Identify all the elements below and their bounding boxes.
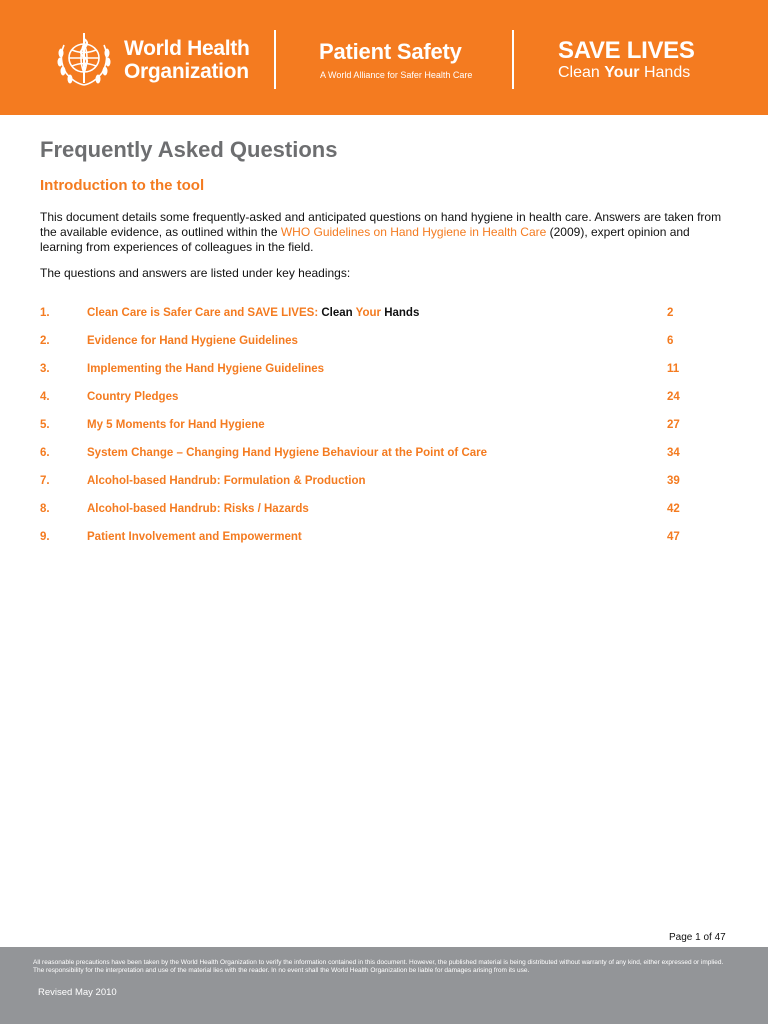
toc-item-label: Country Pledges xyxy=(87,391,179,403)
toc-item[interactable] xyxy=(40,447,690,475)
toc-item-page: 34 xyxy=(667,447,680,459)
header-banner xyxy=(0,0,768,115)
toc-item[interactable] xyxy=(40,475,690,503)
toc-item-number: 3. xyxy=(40,363,50,375)
who-emblem-icon xyxy=(54,31,114,89)
toc-item-number: 8. xyxy=(40,503,50,515)
save-lives-sub-pre: Clean xyxy=(558,64,605,81)
toc-item-label-hands: Hands xyxy=(381,307,420,319)
toc-item-label: Evidence for Hand Hygiene Guidelines xyxy=(87,335,298,347)
toc-item[interactable] xyxy=(40,363,690,391)
toc-item-label: Patient Involvement and Empowerment xyxy=(87,531,302,543)
toc-item-label: Alcohol-based Handrub: Formulation & Production xyxy=(87,475,366,487)
toc-item-label: Implementing the Hand Hygiene Guidelines xyxy=(87,363,325,375)
toc-item-number: 1. xyxy=(40,307,50,319)
toc-item-number: 4. xyxy=(40,391,50,403)
toc-item-label: System Change – Changing Hand Hygiene Behaviour at the Point of Care xyxy=(87,447,488,459)
toc-item-page: 39 xyxy=(667,475,680,487)
table-of-contents xyxy=(40,307,690,559)
who-name-line1: World Health xyxy=(124,37,250,60)
section-title: Introduction to the tool xyxy=(40,177,205,194)
toc-item-page: 47 xyxy=(667,531,680,543)
toc-item-page: 6 xyxy=(667,335,674,347)
who-name xyxy=(124,37,324,83)
toc-item-page: 11 xyxy=(667,363,680,375)
intro-text-1: This document details some frequently-asked and anticipated questions on hand hygiene in health care. Answers are taken from the available evidence, as outlined within the xyxy=(40,210,722,239)
toc-item-page: 24 xyxy=(667,391,680,403)
toc-item-number: 6. xyxy=(40,447,50,459)
header-divider xyxy=(512,30,514,89)
toc-item[interactable] xyxy=(40,503,690,531)
save-lives-sub-post: Hands xyxy=(639,64,691,81)
patient-safety-title: Patient Safety xyxy=(319,39,462,64)
save-lives-subtitle xyxy=(558,64,690,82)
intro-text-2: (2009), expert opinion and learning from experiences of colleagues in the field. xyxy=(40,225,690,254)
toc-item-number: 5. xyxy=(40,419,50,431)
patient-safety-subtitle: A World Alliance for Safer Health Care xyxy=(320,70,473,80)
toc-item[interactable] xyxy=(40,307,690,335)
who-name-line2: Organization xyxy=(124,60,249,83)
toc-item[interactable] xyxy=(40,419,690,447)
revised-date: Revised May 2010 xyxy=(38,987,117,998)
save-lives-sub-bold: Your xyxy=(604,64,640,81)
toc-item-page: 27 xyxy=(667,419,680,431)
toc-item-label-main: Clean Care is Safer Care and SAVE LIVES: xyxy=(87,307,322,319)
toc-item-page: 42 xyxy=(667,503,680,515)
toc-item[interactable] xyxy=(40,335,690,363)
toc-item-label xyxy=(87,307,419,319)
toc-item-page: 2 xyxy=(667,307,674,319)
toc-item-label: Alcohol-based Handrub: Risks / Hazards xyxy=(87,503,309,515)
toc-item-number: 9. xyxy=(40,531,50,543)
footer xyxy=(0,947,768,1024)
toc-item[interactable] xyxy=(40,391,690,419)
toc-item-number: 2. xyxy=(40,335,50,347)
page-count: Page 1 of 47 xyxy=(669,932,726,943)
toc-item-number: 7. xyxy=(40,475,50,487)
intro-paragraph xyxy=(40,210,730,255)
toc-lead: The questions and answers are listed under key headings: xyxy=(40,266,351,280)
footer-disclaimer: All reasonable precautions have been taken by the World Health Organization to verify the information contained in this document. However, the published material is being distributed without warranty of any kind, either expressed or implied. The responsibility for the interpretation and use of the material lies with the reader. In no event shall the World Health Organization be liable for damages arising from its use. xyxy=(33,959,724,974)
toc-item-label-your: Your xyxy=(355,307,382,319)
toc-item-label: My 5 Moments for Hand Hygiene xyxy=(87,419,265,431)
toc-item-label-clean: Clean xyxy=(321,307,356,319)
save-lives-title: SAVE LIVES xyxy=(558,37,695,64)
page-title: Frequently Asked Questions xyxy=(40,137,338,162)
header-divider xyxy=(274,30,276,89)
who-guidelines-link[interactable]: WHO Guidelines on Hand Hygiene in Health Care xyxy=(280,225,547,239)
toc-item[interactable] xyxy=(40,531,690,559)
